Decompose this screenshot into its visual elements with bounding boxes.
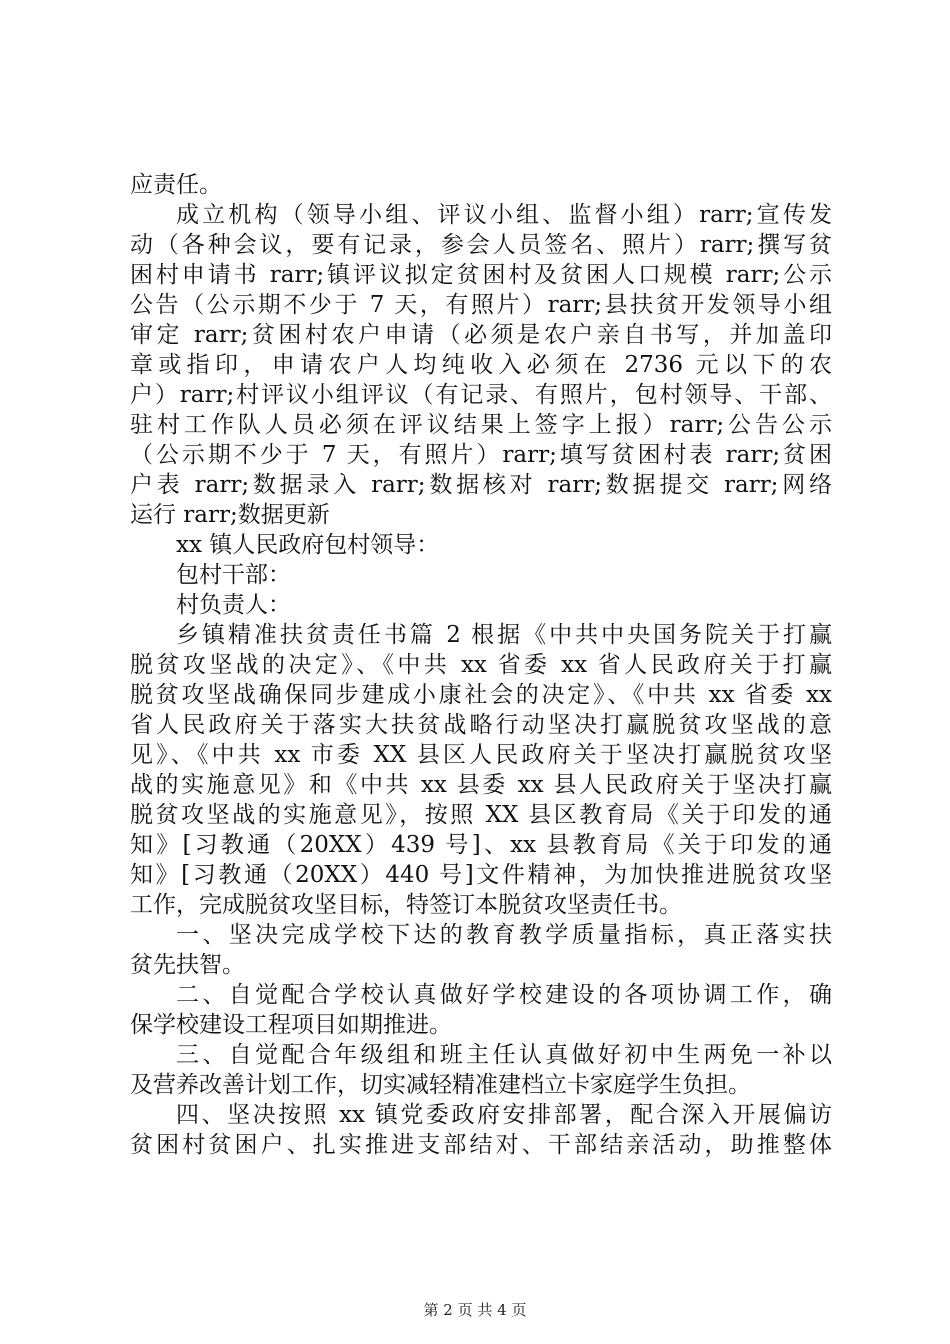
text-line: 村负责人： — [176, 592, 291, 618]
text-line: 乡镇精准扶贫责任书篇 2 根据《中共中央国务院关于打赢 — [176, 622, 832, 648]
document-body — [130, 170, 832, 1160]
text-line: 困村申请书 rarr;镇评议拟定贫困村及贫困人口规模 rarr;公示 — [130, 262, 832, 288]
text-line: 包村干部： — [176, 562, 291, 588]
text-line: 二、自觉配合学校认真做好学校建设的各项协调工作，确 — [176, 982, 832, 1008]
text-line: 四、坚决按照 xx 镇党委政府安排部署，配合深入开展偏访 — [176, 1102, 832, 1128]
text-line: 户表 rarr;数据录入 rarr;数据核对 rarr;数据提交 rarr;网络 — [130, 472, 832, 498]
text-line: 脱贫攻坚战的决定》、《中共 xx 省委 xx 省人民政府关于打赢 — [130, 652, 832, 678]
text-line: 保学校建设工程项目如期推进。 — [130, 1012, 452, 1038]
text-line: 贫困村贫困户、扎实推进支部结对、干部结亲活动，助推整体 — [130, 1132, 832, 1158]
text-line: 及营养改善计划工作，切实减轻精准建档立卡家庭学生负担。 — [130, 1072, 751, 1098]
text-line: 户）rarr;村评议小组评议（有记录、有照片，包村领导、干部、 — [130, 382, 832, 408]
text-line: 脱贫攻坚战的实施意见》，按照 XX 县区教育局《关于印发的通 — [130, 802, 832, 828]
text-line: 见》、《中共 xx 市委 XX 县区人民政府关于坚决打赢脱贫攻坚 — [130, 742, 832, 768]
text-line: 省人民政府关于落实大扶贫战略行动坚决打赢脱贫攻坚战的意 — [130, 712, 832, 738]
text-line: 贫先扶智。 — [130, 952, 245, 978]
text-line: 知》[习教通（20XX）440 号]文件精神，为加快推进脱贫攻坚 — [130, 862, 832, 888]
text-line: 三、自觉配合年级组和班主任认真做好初中生两免一补以 — [176, 1042, 832, 1068]
text-line: 脱贫攻坚战确保同步建成小康社会的决定》、《中共 xx 省委 xx — [130, 682, 832, 708]
text-line: xx 镇人民政府包村领导： — [176, 532, 440, 558]
text-line: 审定 rarr;贫困村农户申请（必须是农户亲自书写，并加盖印 — [130, 322, 832, 348]
text-line: 应责任。 — [130, 172, 222, 198]
text-line: 战的实施意见》和《中共 xx 县委 xx 县人民政府关于坚决打赢 — [130, 772, 832, 798]
text-line: 动（各种会议，要有记录，参会人员签名、照片）rarr;撰写贫 — [130, 232, 832, 258]
text-line: 运行 rarr;数据更新 — [130, 502, 330, 528]
text-line: 工作，完成脱贫攻坚目标，特签订本脱贫攻坚责任书。 — [130, 892, 682, 918]
text-line: 公告（公示期不少于 7 天，有照片）rarr;县扶贫开发领导小组 — [130, 292, 832, 318]
text-line: 章或指印，申请农户人均纯收入必须在 2736 元以下的农 — [130, 352, 832, 378]
text-line: （公示期不少于 7 天，有照片）rarr;填写贫困村表 rarr;贫困 — [130, 442, 832, 468]
text-line: 驻村工作队人员必须在评议结果上签字上报）rarr;公告公示 — [130, 412, 832, 438]
text-line: 知》[习教通（20XX）439 号]、xx 县教育局《关于印发的通 — [130, 832, 832, 858]
text-line: 成立机构（领导小组、评议小组、监督小组）rarr;宣传发 — [176, 202, 832, 228]
page-footer: 第 2 页 共 4 页 — [423, 1301, 527, 1319]
text-line: 一、坚决完成学校下达的教育教学质量指标，真正落实扶 — [176, 922, 832, 948]
